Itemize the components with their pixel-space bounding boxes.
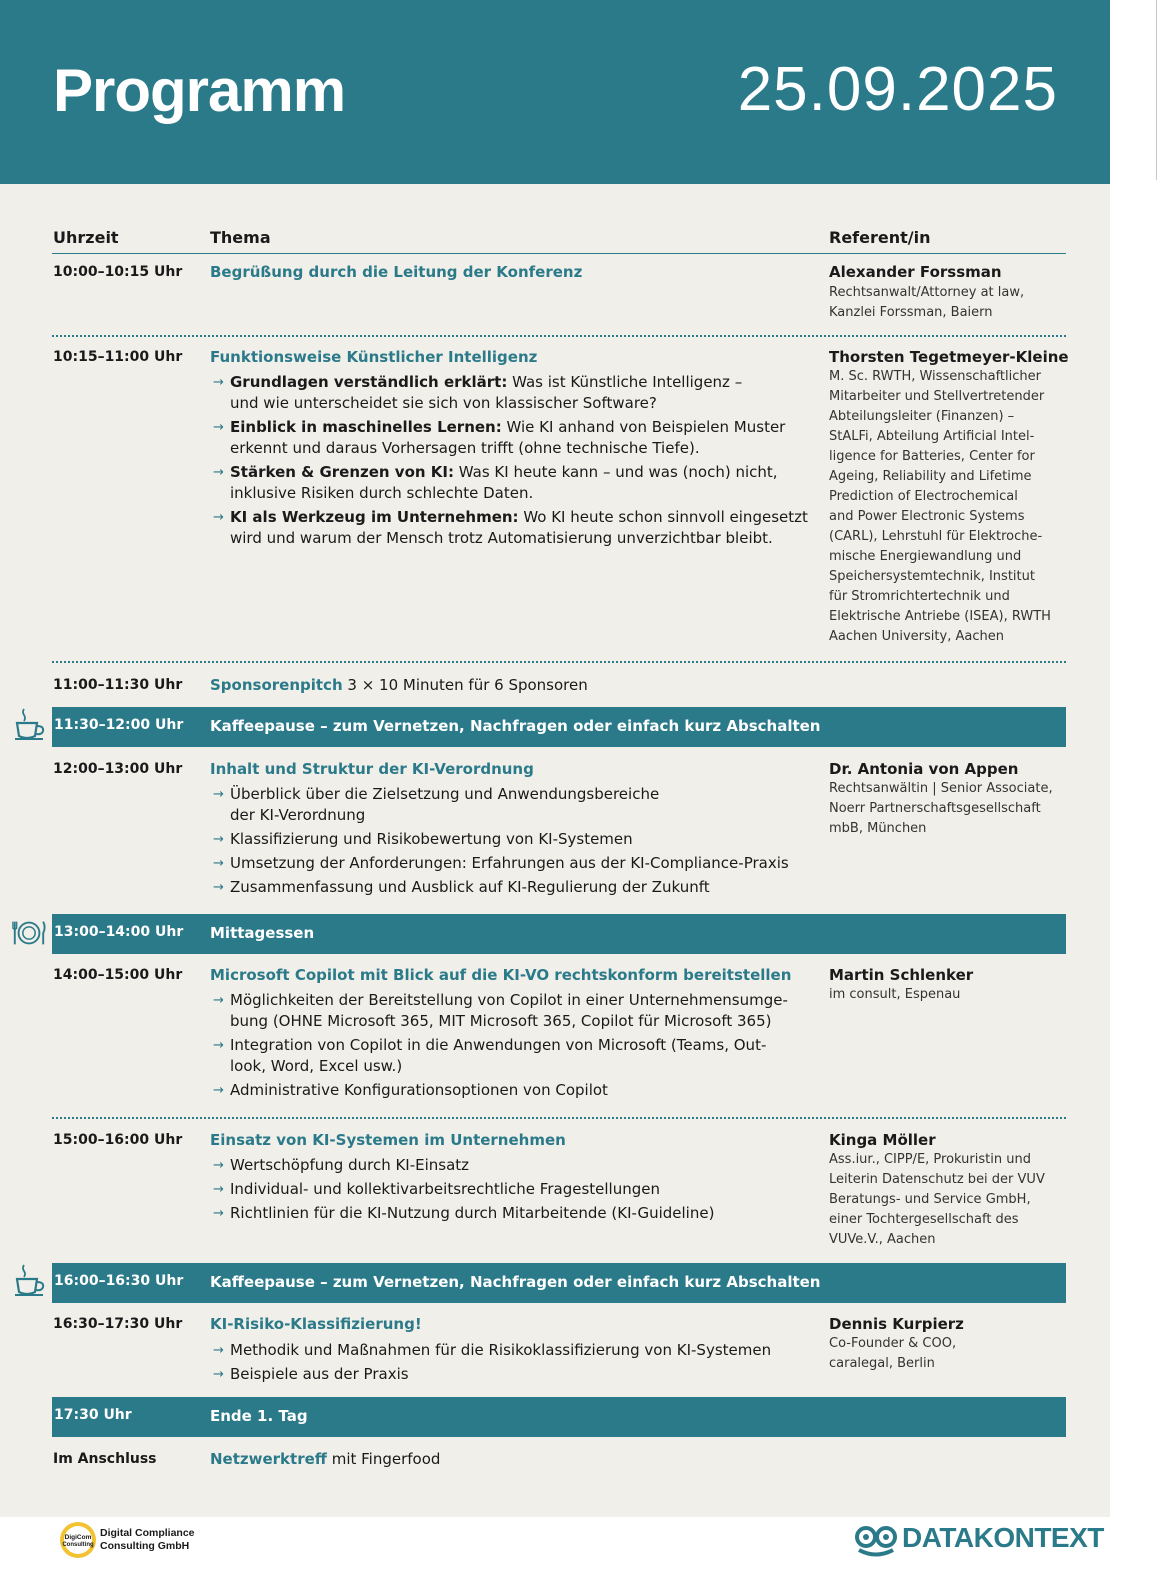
speaker-description-line: mbB, München [829, 821, 927, 836]
speaker-name: Dennis Kurpierz [829, 1315, 964, 1333]
speaker-description-line: Aachen University, Aachen [829, 629, 1004, 644]
column-header-speaker: Referent/in [829, 228, 931, 247]
coffee-cup-icon [12, 1262, 48, 1298]
bullet-item: → Umsetzung der Anforderungen: Erfahrungen aus der KI-Compliance-Praxis [212, 853, 822, 874]
plate-cutlery-icon [11, 915, 47, 951]
page-title: Programm [53, 57, 346, 124]
break-time: 17:30 Uhr [54, 1407, 132, 1423]
speaker-description-line: Rechtsanwalt/Attorney at law, [829, 285, 1025, 300]
speaker-description [829, 283, 1069, 323]
speaker-description-line: Elektrische Antriebe (ISEA), RWTH [829, 609, 1051, 624]
bullet-item: → Grundlagen verständlich erklärt: Was ist Künstliche Intelligenz – und wie unterscheidet sie sich von klassischer Software? [212, 372, 812, 414]
break-band [52, 1263, 1066, 1303]
session-time: 15:00–16:00 Uhr [53, 1132, 183, 1148]
bullet-item: → Richtlinien für die KI-Nutzung durch Mitarbeitende (KI-Guideline) [212, 1203, 822, 1224]
break-label: Kaffeepause – zum Vernetzen, Nachfragen oder einfach kurz Abschalten [210, 717, 821, 735]
speaker-block [829, 760, 1074, 839]
session-time: 14:00–15:00 Uhr [53, 967, 183, 983]
speaker-description-line: Ageing, Reliability and Lifetime [829, 469, 1032, 484]
bullet-item: → Zusammenfassung und Ausblick auf KI-Regulierung der Zukunft [212, 877, 822, 898]
speaker-block [829, 263, 1069, 323]
session-bullets [212, 1155, 822, 1227]
speaker-description-line: caralegal, Berlin [829, 1356, 935, 1371]
row-separator [52, 661, 1066, 663]
speaker-description-line: and Power Electronic Systems [829, 509, 1025, 524]
bullet-item: → Integration von Copilot in die Anwendungen von Microsoft (Teams, Out- look, Word, Excel usw.) [212, 1035, 822, 1077]
speaker-description [829, 367, 1074, 647]
speaker-description-line: Leiterin Datenschutz bei der VUV [829, 1172, 1045, 1187]
break-band [52, 914, 1066, 954]
speaker-name: Alexander Forssman [829, 263, 1002, 281]
speaker-description-line: StALFi, Abteilung Artificial Intel- [829, 429, 1035, 444]
break-band [52, 707, 1066, 747]
session-bullets [212, 372, 812, 552]
speaker-description-line: Noerr Partnerschaftsgesellschaft [829, 801, 1041, 816]
bullet-item: → Administrative Konfigurationsoptionen von Copilot [212, 1080, 822, 1101]
page-header [0, 0, 1110, 184]
speaker-block [829, 348, 1074, 647]
header-rule [52, 253, 1066, 254]
digicom-logo-text: Digital Compliance Consulting GmbH [100, 1527, 195, 1552]
break-time: 13:00–14:00 Uhr [54, 924, 184, 940]
speaker-description-line: Co-Founder & COO, [829, 1336, 957, 1351]
right-margin [1110, 0, 1171, 1581]
bullet-item: → Beispiele aus der Praxis [212, 1364, 822, 1385]
speaker-description-line: ligence for Batteries, Center for [829, 449, 1035, 464]
session-bullets [212, 990, 822, 1104]
row-separator [52, 1117, 1066, 1119]
bullet-item: → Klassifizierung und Risikobewertung von KI-Systemen [212, 829, 822, 850]
break-label: Ende 1. Tag [210, 1407, 308, 1425]
coffee-cup-icon [12, 706, 48, 742]
speaker-description [829, 1334, 1074, 1374]
session-time: 10:15–11:00 Uhr [53, 349, 183, 365]
speaker-description-line: Mitarbeiter und Stellvertretender [829, 389, 1045, 404]
datakontext-owl-icon [854, 1521, 898, 1557]
session-topic: Inhalt und Struktur der KI-Verordnung [210, 760, 534, 778]
speaker-block [829, 1131, 1074, 1250]
speaker-description-line: Rechtsanwältin | Senior Associate, [829, 781, 1053, 796]
speaker-description-line: Ass.iur., CIPP/E, Prokuristin und [829, 1152, 1031, 1167]
speaker-name: Thorsten Tegetmeyer-Kleine [829, 348, 1069, 366]
bullet-item: → Stärken & Grenzen von KI: Was KI heute kann – und was (noch) nicht, inklusive Risiken durch schlechte Daten. [212, 462, 812, 504]
speaker-description [829, 779, 1074, 839]
session-bullets [212, 784, 822, 901]
bullet-item: → KI als Werkzeug im Unternehmen: Wo KI heute schon sinnvoll eingesetzt wird und warum der Mensch trotz Automatisierung unverzichtbar bleibt. [212, 507, 812, 549]
speaker-description-line: einer Tochtergesellschaft des [829, 1212, 1019, 1227]
end-of-day-band [52, 1397, 1066, 1437]
break-label: Mittagessen [210, 924, 315, 942]
svg-text:Consulting: Consulting [62, 1542, 94, 1548]
bullet-item: → Wertschöpfung durch KI-Einsatz [212, 1155, 822, 1176]
margin-edge-line [1156, 0, 1157, 180]
session-topic: KI-Risiko-Klassifizierung! [210, 1315, 422, 1333]
session-time: 16:30–17:30 Uhr [53, 1316, 183, 1332]
speaker-name: Dr. Antonia von Appen [829, 760, 1019, 778]
speaker-description-line: Kanzlei Forssman, Baiern [829, 305, 993, 320]
session-topic: Microsoft Copilot mit Blick auf die KI-VO rechtskonform bereitstellen [210, 966, 792, 984]
column-header-time: Uhrzeit [53, 228, 119, 247]
speaker-description-line: (CARL), Lehrstuhl für Elektroche- [829, 529, 1043, 544]
session-topic: Begrüßung durch die Leitung der Konferenz [210, 263, 583, 281]
digicom-logo [58, 1520, 258, 1560]
session-topic: Netzwerktreff mit Fingerfood [210, 1450, 441, 1468]
session-topic: Einsatz von KI-Systemen im Unternehmen [210, 1131, 566, 1149]
speaker-block [829, 966, 1074, 1005]
session-topic: Funktionsweise Künstlicher Intelligenz [210, 348, 538, 366]
break-label: Kaffeepause – zum Vernetzen, Nachfragen oder einfach kurz Abschalten [210, 1273, 821, 1291]
event-date: 25.09.2025 [737, 55, 1058, 124]
session-time: Im Anschluss [53, 1451, 157, 1467]
svg-text:DigiCom: DigiCom [64, 1534, 92, 1541]
speaker-description-line: im consult, Espenau [829, 987, 961, 1002]
speaker-name: Kinga Möller [829, 1131, 936, 1149]
bullet-item: → Möglichkeiten der Bereitstellung von Copilot in einer Unternehmensumge- bung (OHNE Microsoft 365, MIT Microsoft 365, Copilot für Microsoft 365) [212, 990, 822, 1032]
speaker-description [829, 985, 1074, 1005]
digicom-badge-icon [58, 1520, 98, 1560]
speaker-name: Martin Schlenker [829, 966, 974, 984]
session-bullets [212, 1340, 822, 1388]
speaker-description-line: VUVe.V., Aachen [829, 1232, 936, 1247]
speaker-description-line: M. Sc. RWTH, Wissenschaftlicher [829, 369, 1041, 384]
speaker-description-line: Speichersystemtechnik, Institut [829, 569, 1035, 584]
speaker-description-line: für Stromrichtertechnik und [829, 589, 1010, 604]
column-header-topic: Thema [210, 228, 271, 247]
row-separator [52, 335, 1066, 337]
speaker-description-line: Abteilungsleiter (Finanzen) – [829, 409, 1015, 424]
session-time: 11:00–11:30 Uhr [53, 677, 183, 693]
bullet-item: → Einblick in maschinelles Lernen: Wie KI anhand von Beispielen Muster erkennt und daraus Vorhersagen trifft (ohne technische Tiefe). [212, 417, 812, 459]
speaker-block [829, 1315, 1074, 1374]
break-time: 16:00–16:30 Uhr [54, 1273, 184, 1289]
session-topic: Sponsorenpitch 3 × 10 Minuten für 6 Sponsoren [210, 676, 588, 694]
session-time: 10:00–10:15 Uhr [53, 264, 183, 280]
bullet-item: → Überblick über die Zielsetzung und Anwendungsbereiche der KI-Verordnung [212, 784, 822, 826]
speaker-description-line: mische Energiewandlung und [829, 549, 1022, 564]
session-time: 12:00–13:00 Uhr [53, 761, 183, 777]
bullet-item: → Individual- und kollektivarbeitsrechtliche Fragestellungen [212, 1179, 822, 1200]
speaker-description [829, 1150, 1074, 1250]
bullet-item: → Methodik und Maßnahmen für die Risikoklassifizierung von KI-Systemen [212, 1340, 822, 1361]
speaker-description-line: Beratungs- und Service GmbH, [829, 1192, 1031, 1207]
speaker-description-line: Prediction of Electrochemical [829, 489, 1018, 504]
datakontext-wordmark: DATAKONTEXT [902, 1522, 1104, 1553]
break-time: 11:30–12:00 Uhr [54, 717, 184, 733]
datakontext-logo [854, 1520, 1112, 1558]
